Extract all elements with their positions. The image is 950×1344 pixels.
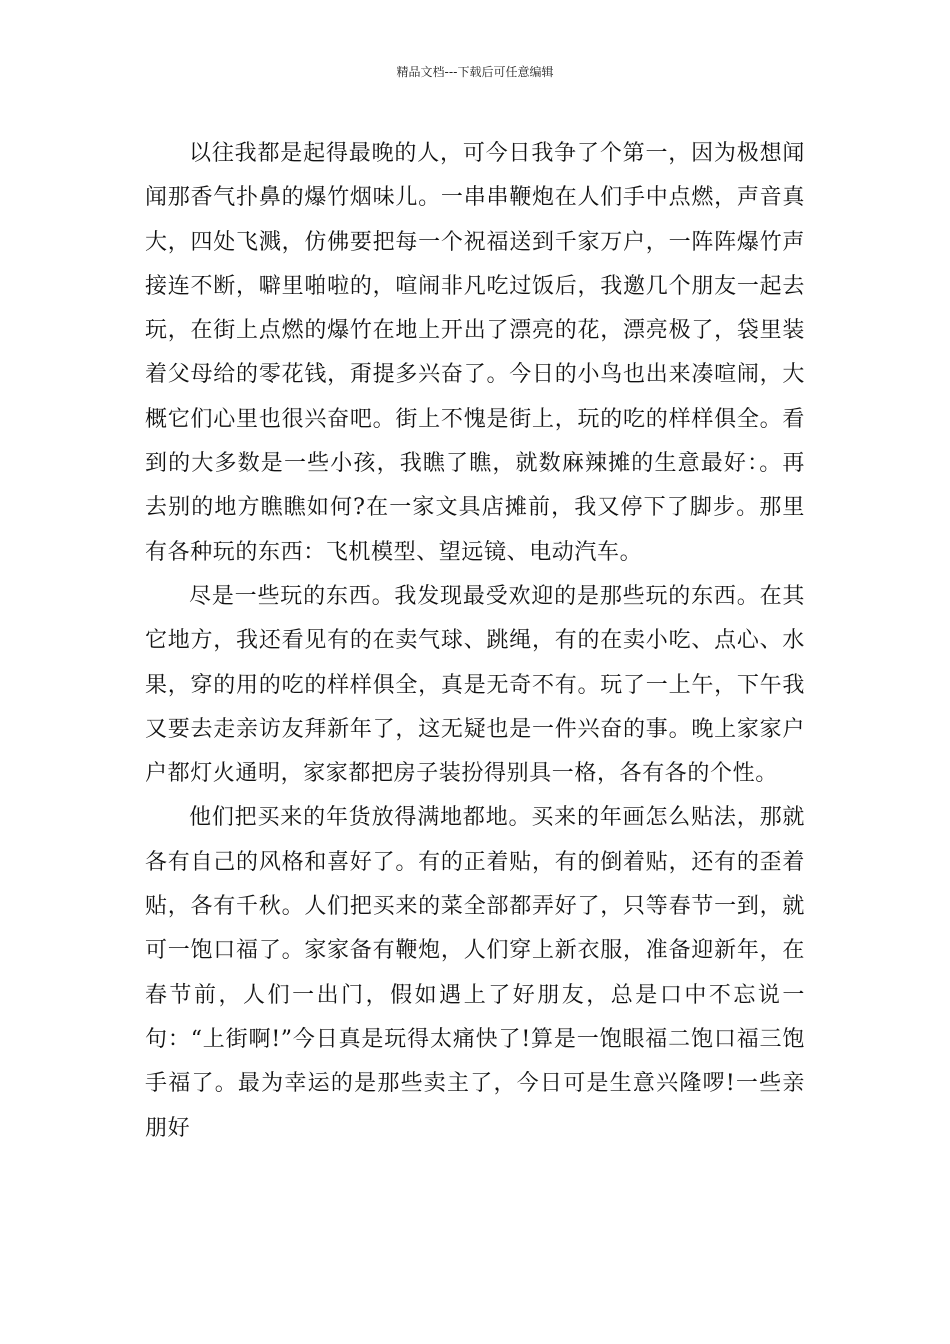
paragraph-3: 他们把买来的年货放得满地都地。买来的年画怎么贴法，那就各有自己的风格和喜好了。有的正着贴，有的倒着贴，还有的歪着贴，各有千秋。人们把买来的菜全部都弄好了，只等春节一到，就可一饱口福了。家家备有鞭炮，人们穿上新衣服，准备迎新年，在春节前，人们一出门，假如遇上了好朋友，总是口中不忘说一句：“上街啊!”今日真是玩得太痛快了!算是一饱眼福二饱口福三饱手福了。最为幸运的是那些卖主了，今日可是生意兴隆啰!一些亲朋好 [145,805,805,1141]
page-header: 精品文档---下载后可任意编辑 [396,65,554,79]
paragraph-1: 以往我都是起得最晚的人，可今日我争了个第一，因为极想闻闻那香气扑鼻的爆竹烟味儿。一串串鞭炮在人们手中点燃，声音真大，四处飞溅，仿佛要把每一个祝福送到千家万户，一阵阵爆竹声接连不断，噼里啪啦的，喧闹非凡吃过饭后，我邀几个朋友一起去玩，在街上点燃的爆竹在地上开出了漂亮的花，漂亮极了，袋里装着父母给的零花钱，甭提多兴奋了。今日的小鸟也出来凑喧闹，大概它们心里也很兴奋吧。街上不愧是街上，玩的吃的样样俱全。看到的大多数是一些小孩，我瞧了瞧，就数麻辣摊的生意最好：。再去别的地方瞧瞧如何?在一家文具店摊前，我又停下了脚步。那里有各种玩的东西：飞机模型、望远镜、电动汽车。 [145,141,805,565]
paragraph-2: 尽是一些玩的东西。我发现最受欢迎的是那些玩的东西。在其它地方，我还看见有的在卖气球、跳绳，有的在卖小吃、点心、水果，穿的用的吃的样样俱全，真是无奇不有。玩了一上午，下午我又要去走亲访友拜新年了，这无疑也是一件兴奋的事。晚上家家户户都灯火通明，家家都把房子装扮得别具一格，各有各的个性。 [145,583,805,787]
document-body [145,132,805,1151]
